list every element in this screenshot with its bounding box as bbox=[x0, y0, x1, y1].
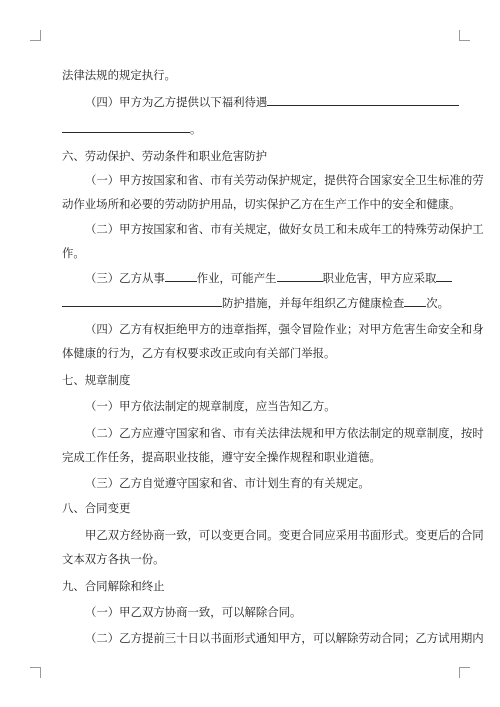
text-line: （二）乙方提前三十日以书面形式通知甲方，可以解除劳动合同；乙方试用期内 bbox=[85, 631, 484, 645]
crop-mark-bottom-left bbox=[30, 667, 41, 678]
welfare-blank bbox=[267, 94, 459, 106]
text-line: 完成工作任务，提高职业技能，遵守安全操作规程和职业道德。 bbox=[62, 450, 381, 464]
work-type-blank bbox=[165, 270, 197, 282]
text-line: 甲乙双方经协商一致，可以变更合同。变更合同应采用书面形式。变更后的合同 bbox=[85, 528, 484, 542]
hazard-clause: （三）乙方从事 作业，可能产生 职业危害，甲方应采取 bbox=[85, 270, 442, 286]
text-line: 体健康的行为，乙方有权要求改正或向有关部门举报。 bbox=[62, 346, 336, 360]
text-line: （一）甲乙双方协商一致，可以解除合同。 bbox=[85, 605, 302, 619]
text-line: （三）乙方自觉遵守国家和省、市计划生育的有关规定。 bbox=[85, 476, 370, 490]
section-heading: 六、劳动保护、劳动条件和职业危害防护 bbox=[62, 149, 268, 163]
section-heading: 七、规章制度 bbox=[62, 373, 131, 387]
crop-mark-bottom-right bbox=[459, 667, 470, 678]
text-line: （二）乙方应遵守国家和省、市有关法律法规和甲方依法制定的规章制度，按时 bbox=[85, 426, 484, 440]
checkup-count-blank bbox=[404, 295, 426, 307]
measures-blank-continued bbox=[62, 295, 222, 307]
text-line: （二）甲方按国家和省、市有关规定，做好女员工和未成年工的特殊劳动保护工 bbox=[85, 222, 484, 236]
crop-mark-top-right bbox=[459, 30, 470, 41]
welfare-blank-continued bbox=[62, 121, 190, 133]
text-line: 文本双方各执一份。 bbox=[62, 552, 165, 566]
text-line: 动作业场所和必要的劳动防护用品，切实保护乙方在生产工作中的安全和健康。 bbox=[62, 197, 461, 211]
hazard-blank bbox=[277, 270, 323, 282]
section-heading: 九、合同解除和终止 bbox=[62, 579, 165, 593]
crop-mark-top-left bbox=[30, 30, 41, 41]
welfare-clause: （四）甲方为乙方提供以下福利待遇 bbox=[85, 94, 442, 110]
text-line: （一）甲方依法制定的规章制度，应当告知乙方。 bbox=[85, 399, 336, 413]
text-line: 作。 bbox=[62, 246, 85, 260]
section-heading: 八、合同变更 bbox=[62, 501, 131, 515]
welfare-clause-continued: 。 bbox=[62, 121, 442, 137]
measures-blank bbox=[436, 270, 452, 282]
text-line: （四）乙方有权拒绝甲方的违章指挥，强令冒险作业；对甲方危害生命安全和身 bbox=[85, 322, 484, 336]
text-line: （一）甲方按国家和省、市有关劳动保护规定，提供符合国家安全卫生标准的劳 bbox=[85, 173, 484, 187]
hazard-clause-continued: 防护措施，并每年组织乙方健康检查 次。 bbox=[62, 295, 442, 311]
text-line: 法律法规的规定执行。 bbox=[62, 68, 176, 82]
